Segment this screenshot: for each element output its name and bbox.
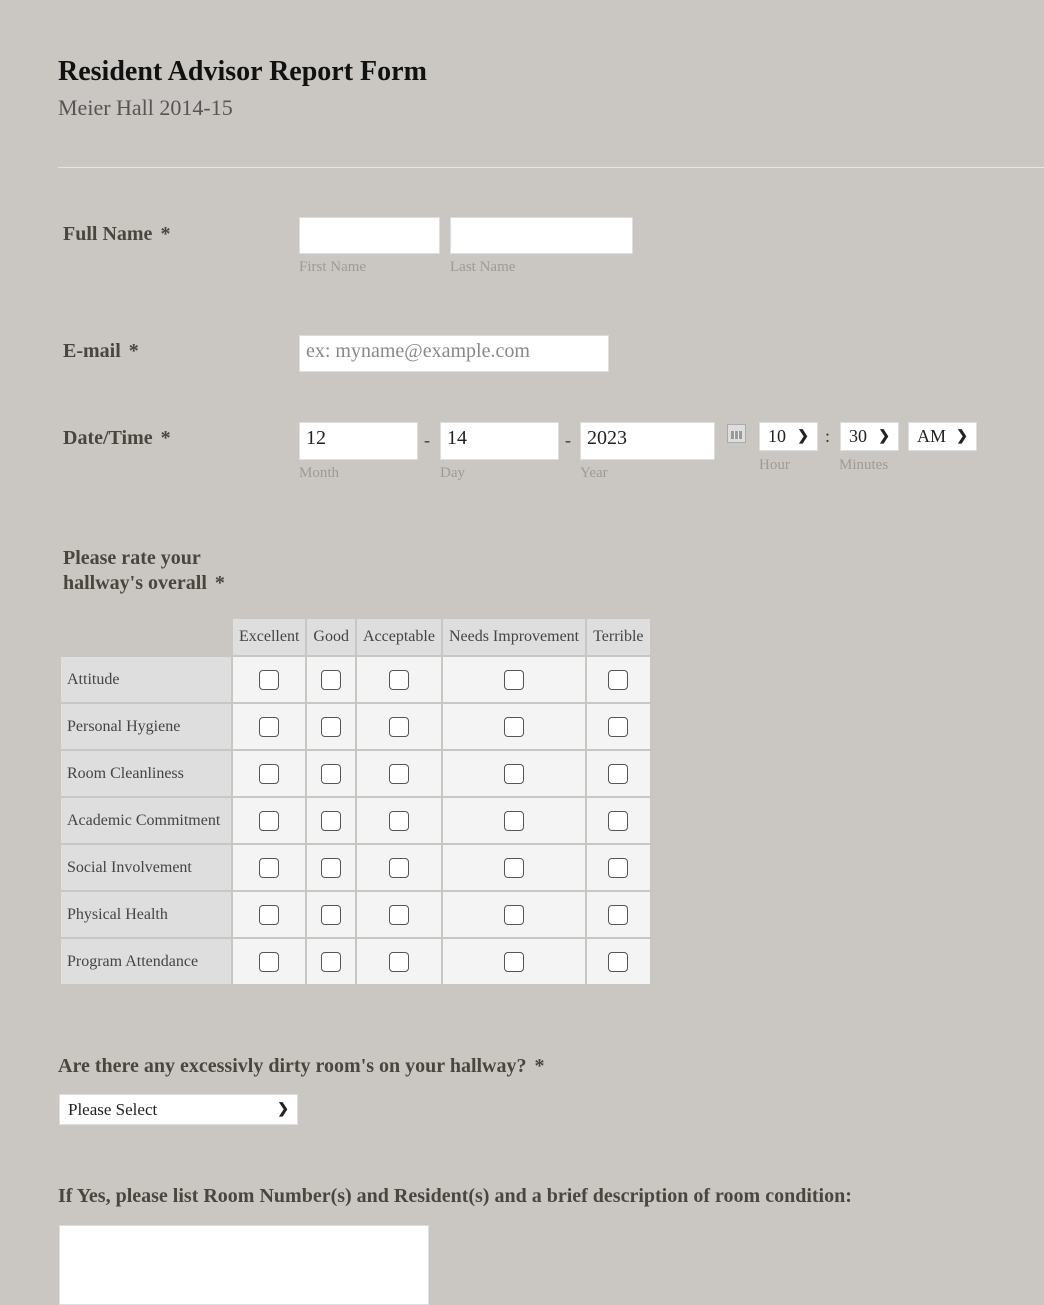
matrix-row-label: Room Cleanliness [60, 750, 232, 797]
day-caption: Day [440, 465, 465, 481]
matrix-column-header: Excellent [232, 618, 306, 656]
month-caption: Month [299, 465, 340, 481]
rating-checkbox[interactable] [504, 717, 524, 737]
matrix-cell [442, 938, 586, 985]
rating-checkbox[interactable] [321, 811, 341, 831]
matrix-column-header: Acceptable [356, 618, 442, 656]
matrix-row [60, 844, 651, 891]
matrix-cell [306, 844, 356, 891]
matrix-cell [442, 891, 586, 938]
date-separator: - [565, 430, 571, 450]
email-input[interactable]: ex: myname@example.com [299, 335, 609, 372]
rating-label: Please rate your hallway's overall * [63, 547, 225, 594]
chevron-down-icon: ❯ [797, 429, 809, 444]
matrix-cell [306, 656, 356, 703]
rating-checkbox[interactable] [389, 905, 409, 925]
date-separator: - [424, 430, 430, 450]
matrix-cell [586, 844, 650, 891]
matrix-cell [232, 656, 306, 703]
rating-checkbox[interactable] [389, 670, 409, 690]
matrix-cell [306, 750, 356, 797]
month-input[interactable]: 12 [299, 422, 418, 460]
matrix-row-label: Program Attendance [60, 938, 232, 985]
datetime-label: Date/Time * [63, 427, 171, 449]
calendar-icon[interactable] [727, 424, 746, 443]
minutes-select[interactable]: 30 ❯ [840, 422, 899, 451]
matrix-row-label: Attitude [60, 656, 232, 703]
full-name-label: Full Name * [63, 223, 171, 245]
minutes-caption: Minutes [839, 457, 889, 473]
matrix-row [60, 750, 651, 797]
matrix-cell [306, 938, 356, 985]
rating-checkbox[interactable] [321, 717, 341, 737]
dirty-rooms-label: Are there any excessivly dirty room's on your hallway? * [58, 1055, 545, 1077]
matrix-cell [232, 750, 306, 797]
matrix-cell [232, 844, 306, 891]
matrix-cell [356, 656, 442, 703]
dirty-rooms-select[interactable]: Please Select ❯ [59, 1094, 298, 1125]
rating-checkbox[interactable] [389, 717, 409, 737]
matrix-row-label: Social Involvement [60, 844, 232, 891]
matrix-cell [232, 891, 306, 938]
rating-checkbox[interactable] [389, 952, 409, 972]
matrix-row-label: Personal Hygiene [60, 703, 232, 750]
matrix-cell [442, 656, 586, 703]
matrix-cell [442, 750, 586, 797]
matrix-cell [586, 656, 650, 703]
rating-checkbox[interactable] [504, 905, 524, 925]
matrix-cell [356, 844, 442, 891]
rating-checkbox[interactable] [504, 858, 524, 878]
matrix-cell [442, 844, 586, 891]
matrix-column-header: Terrible [586, 618, 650, 656]
hour-caption: Hour [759, 457, 790, 473]
matrix-cell [442, 797, 586, 844]
matrix-row-label: Academic Commitment [60, 797, 232, 844]
chevron-down-icon: ❯ [956, 429, 968, 444]
matrix-cell [356, 938, 442, 985]
rating-checkbox[interactable] [389, 858, 409, 878]
hour-select[interactable]: 10 ❯ [759, 422, 818, 451]
rating-checkbox[interactable] [608, 905, 628, 925]
last-name-input[interactable] [450, 217, 633, 254]
matrix-corner [60, 618, 232, 656]
matrix-cell [356, 750, 442, 797]
rating-checkbox[interactable] [321, 764, 341, 784]
room-details-label: If Yes, please list Room Number(s) and Resident(s) and a brief description of room condition: [58, 1185, 852, 1207]
matrix-cell [232, 797, 306, 844]
room-details-textarea[interactable] [59, 1225, 429, 1305]
day-input[interactable]: 14 [440, 422, 559, 460]
year-caption: Year [580, 465, 608, 481]
matrix-cell [356, 891, 442, 938]
rating-checkbox[interactable] [504, 764, 524, 784]
matrix-row [60, 891, 651, 938]
page-subtitle: Meier Hall 2014-15 [58, 95, 233, 120]
rating-checkbox[interactable] [321, 952, 341, 972]
rating-checkbox[interactable] [389, 811, 409, 831]
first-name-input[interactable] [299, 217, 440, 254]
matrix-cell [586, 891, 650, 938]
page-title: Resident Advisor Report Form [58, 56, 427, 87]
email-label: E-mail * [63, 340, 139, 362]
rating-checkbox[interactable] [504, 670, 524, 690]
rating-checkbox[interactable] [259, 764, 279, 784]
rating-checkbox[interactable] [504, 811, 524, 831]
year-input[interactable]: 2023 [580, 422, 715, 460]
divider [58, 167, 1044, 168]
matrix-cell [306, 891, 356, 938]
matrix-cell [232, 938, 306, 985]
matrix-cell [586, 703, 650, 750]
matrix-row [60, 703, 651, 750]
matrix-row [60, 797, 651, 844]
time-colon: : [825, 426, 831, 446]
matrix-column-header: Good [306, 618, 356, 656]
matrix-cell [306, 797, 356, 844]
matrix-cell [586, 797, 650, 844]
rating-checkbox[interactable] [504, 952, 524, 972]
rating-checkbox[interactable] [608, 858, 628, 878]
rating-checkbox[interactable] [608, 811, 628, 831]
chevron-down-icon: ❯ [277, 1102, 289, 1117]
rating-checkbox[interactable] [259, 905, 279, 925]
matrix-row [60, 656, 651, 703]
rating-checkbox[interactable] [608, 717, 628, 737]
rating-checkbox[interactable] [608, 764, 628, 784]
rating-checkbox[interactable] [259, 858, 279, 878]
rating-checkbox[interactable] [608, 952, 628, 972]
matrix-cell [356, 703, 442, 750]
rating-matrix [59, 617, 652, 986]
rating-checkbox[interactable] [259, 717, 279, 737]
rating-checkbox[interactable] [321, 670, 341, 690]
rating-checkbox[interactable] [259, 811, 279, 831]
matrix-cell [586, 750, 650, 797]
rating-checkbox[interactable] [608, 670, 628, 690]
ampm-select[interactable]: AM ❯ [908, 422, 977, 451]
rating-checkbox[interactable] [259, 670, 279, 690]
rating-checkbox[interactable] [259, 952, 279, 972]
last-name-caption: Last Name [450, 259, 516, 275]
matrix-column-header: Needs Improvement [442, 618, 586, 656]
rating-checkbox[interactable] [389, 764, 409, 784]
matrix-cell [306, 703, 356, 750]
matrix-cell [442, 703, 586, 750]
matrix-cell [232, 703, 306, 750]
matrix-cell [356, 797, 442, 844]
first-name-caption: First Name [299, 259, 367, 275]
matrix-row-label: Physical Health [60, 891, 232, 938]
rating-checkbox[interactable] [321, 858, 341, 878]
chevron-down-icon: ❯ [878, 429, 890, 444]
matrix-cell [586, 938, 650, 985]
rating-checkbox[interactable] [321, 905, 341, 925]
matrix-row [60, 938, 651, 985]
